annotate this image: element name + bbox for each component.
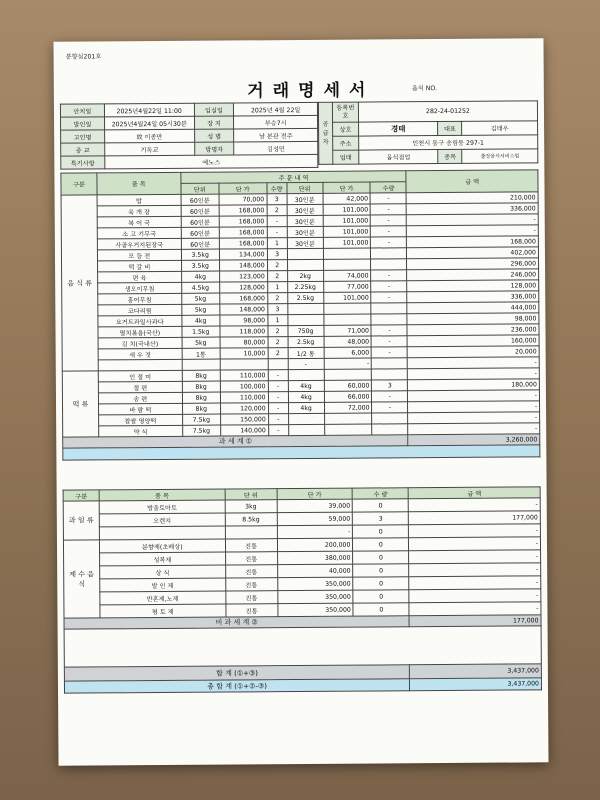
item-qty: 0 [353, 499, 409, 512]
item-price: 110,000 [220, 392, 268, 403]
item-unit: 진통 [225, 565, 277, 578]
item-price: 70,000 [219, 194, 267, 205]
item-name: 평 토 제 [100, 604, 226, 618]
item-amount: - [409, 524, 541, 538]
item-amount: - [409, 589, 541, 603]
item-unit: 4kg [182, 315, 220, 326]
grand-total-value: 3,437,000 [410, 678, 542, 691]
sender-row [61, 154, 318, 169]
item-price-half: 48,000 [324, 336, 372, 347]
item-unit-half [287, 314, 323, 325]
item-price: 110,000 [220, 370, 268, 381]
item-name: 소 고 기무국 [97, 227, 181, 239]
item-unit: 1.5kg [182, 326, 220, 337]
item-unit: 진통 [225, 591, 277, 604]
sender-field-label: 특기사항 [61, 156, 105, 169]
item-unit-half: 30인분 [287, 193, 323, 204]
item-unit-half: 4kg [288, 380, 324, 391]
item-qty-half: - [372, 336, 408, 347]
sender-field-value-2: 2025년 4월 22일 [234, 102, 318, 116]
item-qty-half: - [371, 281, 407, 292]
item-unit-half: 30인분 [287, 226, 323, 237]
item-price [220, 359, 268, 370]
item-unit: 8kg [182, 381, 220, 392]
item-price-half: 101,000 [323, 215, 371, 226]
item-qty-half [372, 424, 408, 435]
item-unit-half [287, 303, 323, 314]
item-qty-half: - [371, 226, 407, 237]
col-price-half: 단 가 [323, 182, 371, 193]
item-qty-half [371, 314, 407, 325]
item-amount: 168,000 [407, 236, 539, 248]
item-name: 북 어 국 [97, 216, 181, 228]
sender-field-value: 故 이종만 [104, 129, 194, 143]
address-label: 주소 [333, 136, 359, 150]
blank-row [64, 626, 541, 667]
item-unit: 60인분 [181, 194, 219, 205]
item-amount: - [408, 357, 540, 369]
item-price: 168,000 [219, 205, 267, 216]
sender-field-value-2: 남 본관 전주 [234, 128, 318, 142]
item-qty: 2 [268, 348, 288, 359]
item-name: 코다리찜 [98, 304, 182, 316]
item-price-half: - [324, 358, 372, 369]
item-unit-half [288, 369, 324, 380]
item-unit: 3kg [225, 500, 277, 513]
item-price-half [323, 314, 371, 325]
item-price: 118,000 [220, 326, 268, 337]
item-unit: 5kg [182, 293, 220, 304]
item-name: 바 람 떡 [98, 403, 182, 415]
item-unit-half: 4kg [288, 402, 324, 413]
item-price-half: 71,000 [324, 325, 372, 336]
item-qty: 0 [353, 603, 409, 616]
item-name: 멸치볶음(국산) [98, 326, 182, 338]
item-unit: 3.5kg [181, 249, 219, 260]
nontax-subtotal-label: 비 과 세 계 ② [64, 616, 409, 629]
col-item: 품 목 [97, 172, 181, 195]
item-price-half: 101,000 [323, 292, 371, 303]
item-name: 생오이무침 [98, 282, 182, 294]
col-category: 구분 [61, 173, 97, 195]
fruit-col-category: 구분 [63, 490, 99, 501]
item-name: 육 개 장 [97, 205, 181, 217]
item-amount: 20,000 [408, 346, 540, 358]
item-qty: 0 [353, 564, 409, 577]
item-price-half: 101,000 [323, 237, 371, 248]
item-qty: 3 [267, 194, 287, 205]
business-item-label: 종목 [438, 149, 462, 163]
fruit-col-qty: 수 량 [353, 488, 409, 499]
sender-field-label: 안치일 [60, 104, 104, 117]
item-unit-half [288, 424, 324, 435]
item-price-half: 66,000 [324, 391, 372, 402]
company-name-label: 상호 [333, 122, 359, 136]
item-qty: 1 [267, 282, 287, 293]
sender-field-label-2: 장 지 [194, 116, 234, 129]
item-amount: 210,000 [406, 192, 538, 204]
item-price-half: 60,000 [324, 380, 372, 391]
item-qty: - [268, 425, 288, 436]
sum-value: 3,437,000 [410, 664, 542, 679]
item-price-half [323, 259, 371, 270]
fruit-col-unit: 단 위 [225, 489, 277, 500]
invoice-paper [53, 38, 548, 765]
item-amount: - [408, 390, 540, 402]
item-price: 168,000 [219, 216, 267, 227]
item-name: 요거트과일사과다 [98, 315, 182, 327]
item-amount: 180,000 [408, 379, 540, 391]
item-amount: - [408, 401, 540, 413]
item-name [99, 526, 225, 540]
item-qty-half: - [371, 237, 407, 248]
sender-field-label-2: 성 별 [194, 129, 234, 142]
business-type-label: 업태 [333, 150, 359, 164]
address-value: 인천시 동구 송림동 297-1 [359, 135, 538, 150]
item-amount: - [409, 550, 541, 564]
fruit-col-amount: 금 액 [408, 487, 540, 499]
item-price-half [323, 303, 371, 314]
item-price: 168,000 [219, 227, 267, 238]
item-name: 모 듬 전 [97, 249, 181, 261]
document-title: 거래명세서 [247, 80, 375, 102]
item-unit: 3.5kg [181, 260, 219, 271]
item-price: 350,000 [277, 603, 353, 617]
item-name: 떡 갈 비 [97, 260, 181, 272]
item-price: 168,000 [219, 238, 267, 249]
grand-total-label: 총 합 계 (①+②-③) [64, 679, 409, 693]
item-amount: - [409, 537, 541, 551]
item-price: 150,000 [220, 414, 268, 425]
item-qty: - [267, 227, 287, 238]
item-unit: 60인분 [181, 227, 219, 238]
item-unit: 8kg [182, 370, 220, 381]
item-unit: 4.5kg [181, 282, 219, 293]
item-amount: 336,000 [407, 203, 539, 215]
ritual-food-group-label: 제 수 음 식 [63, 540, 99, 618]
item-qty-half [371, 303, 407, 314]
item-amount: - [407, 225, 539, 237]
item-price: - [277, 525, 353, 539]
item-price-half [324, 413, 372, 424]
item-unit: 1통 [182, 348, 220, 359]
sender-info-table [60, 102, 318, 170]
item-name: 발 인 제 [100, 578, 226, 592]
item-amount: - [408, 498, 540, 512]
item-unit [225, 526, 277, 539]
item-qty: 2 [267, 205, 287, 216]
item-price-half [324, 424, 372, 435]
item-name: 오렌지 [99, 513, 225, 527]
item-name: 성복제 [99, 552, 225, 566]
item-qty-half: - [371, 292, 407, 303]
item-qty: 3 [353, 512, 409, 525]
item-qty-half: - [372, 391, 408, 402]
item-qty-half [371, 259, 407, 270]
sender-field-value-2: 부승7시 [234, 115, 318, 129]
item-qty: - [268, 403, 288, 414]
item-amount: - [408, 412, 540, 424]
sender-field-label: 종 교 [61, 143, 105, 156]
item-qty-half: - [371, 193, 407, 204]
representative-value: 김태우 [462, 121, 538, 136]
item-unit: 진통 [225, 578, 277, 591]
item-unit: 7.5kg [182, 425, 220, 436]
item-unit-half [287, 259, 323, 270]
item-qty: 0 [353, 538, 409, 551]
item-price: 148,000 [219, 260, 267, 271]
item-name: 사골우거지된장국 [97, 238, 181, 250]
item-name: 찹쌀 영양떡 [98, 414, 182, 426]
sender-field-value: 기독교 [104, 142, 194, 156]
item-price: 39,000 [277, 499, 353, 513]
sender-field-label-2: 입실일 [194, 103, 234, 116]
item-qty: 2 [267, 260, 287, 271]
taxable-subtotal-label: 과 세 계 ① [63, 435, 408, 448]
item-amount: 246,000 [407, 269, 539, 281]
item-unit-half [287, 248, 323, 259]
item-amount: 402,000 [407, 247, 539, 259]
item-unit: 8kg [182, 403, 220, 414]
item-amount: 98,000 [407, 313, 539, 325]
item-qty: 0 [353, 551, 409, 564]
blue-band-row [63, 445, 540, 460]
room-tag: 분향실201호 [65, 53, 102, 61]
item-name: 절 편 [98, 381, 182, 393]
item-qty: 3 [267, 304, 287, 315]
sender-field-value: 2025년4월24일 05시30분 [104, 116, 194, 130]
item-unit: 진통 [225, 552, 277, 565]
col-amount: 금 액 [406, 170, 538, 193]
item-name: 약 식 [99, 425, 183, 437]
item-qty: 1 [268, 315, 288, 326]
item-unit-half: 2.5kg [287, 292, 323, 303]
item-unit-half: 4kg [288, 391, 324, 402]
item-name: 홍어무침 [98, 293, 182, 305]
item-price: 380,000 [277, 551, 353, 565]
item-qty: 1 [267, 238, 287, 249]
item-unit-half: 30인분 [287, 215, 323, 226]
taxable-subtotal-value: 3,260,000 [408, 434, 540, 446]
item-unit-half: 2kg [287, 270, 323, 281]
supplier-info-table [318, 100, 538, 165]
item-price: 148,000 [220, 304, 268, 315]
item-price-half: 72,000 [324, 402, 372, 413]
sender-field-value: 2025년4월22일 11:00 [104, 103, 194, 117]
col-order-details: 주 문 내 역 [181, 171, 407, 184]
item-unit-half: 2.5kg [288, 336, 324, 347]
item-amount: - [407, 214, 539, 226]
item-unit-half: 30인분 [287, 204, 323, 215]
item-name: 상 식 [100, 565, 226, 579]
item-unit-half [288, 413, 324, 424]
item-price: 100,000 [220, 381, 268, 392]
item-price-half: 6,000 [324, 347, 372, 358]
sender-field-label: 발인일 [61, 117, 105, 130]
item-unit-half: 1/2 통 [288, 347, 324, 358]
item-qty-half: - [371, 215, 407, 226]
item-price: 168,000 [219, 293, 267, 304]
item-price: 128,000 [219, 282, 267, 293]
representative-label: 대표 [438, 121, 462, 135]
col-qty: 수량 [267, 183, 287, 194]
item-price: 59,000 [277, 512, 353, 526]
item-price-half [323, 248, 371, 259]
item-qty: 2 [268, 337, 288, 348]
item-unit: 60인분 [181, 238, 219, 249]
item-amount: 160,000 [407, 335, 539, 347]
item-amount: - [409, 576, 541, 590]
item-price: 80,000 [220, 337, 268, 348]
item-amount: - [408, 423, 540, 435]
item-price-half: 101,000 [323, 226, 371, 237]
item-name: 편 육 [97, 271, 181, 283]
item-price: 98,000 [220, 315, 268, 326]
item-qty-half: - [372, 347, 408, 358]
item-name: 방울토마토 [99, 500, 225, 514]
sum-label: 합 계 (①+③) [64, 665, 409, 681]
reg-number-label: 등록번호 [332, 102, 358, 122]
item-unit: 5kg [182, 337, 220, 348]
item-name: 인 절 미 [98, 370, 182, 382]
item-qty: 2 [267, 271, 287, 282]
item-amount: - [408, 368, 540, 380]
sender-field-label-2: 방명자 [194, 142, 234, 155]
item-price-half: 101,000 [323, 204, 371, 215]
item-price: 350,000 [277, 577, 353, 591]
sender-field-value-2: 김성민 [234, 141, 318, 155]
item-qty [268, 359, 288, 370]
item-price-half [324, 369, 372, 380]
item-name: 송 편 [98, 392, 182, 404]
item-qty: 0 [353, 525, 409, 538]
item-unit [182, 359, 220, 370]
food-order-table [60, 169, 540, 460]
item-unit-half: 30인분 [287, 237, 323, 248]
item-qty-half: - [372, 402, 408, 413]
item-qty-half: 3 [372, 380, 408, 391]
item-price: 40,000 [277, 564, 353, 578]
item-qty: - [267, 216, 287, 227]
item-amount: - [409, 602, 541, 616]
document-number-label: 음식 NO. [411, 85, 437, 93]
col-unit: 단위 [181, 183, 219, 194]
item-price: 123,000 [219, 271, 267, 282]
fruit-group-label: 과 일 류 [63, 501, 99, 540]
item-amount: 336,000 [407, 291, 539, 303]
item-qty-half [372, 358, 408, 369]
item-price: 134,000 [219, 249, 267, 260]
item-name: 김 치(국내산) [98, 337, 182, 349]
item-price: 10,000 [220, 348, 268, 359]
item-price-half: 74,000 [323, 270, 371, 281]
item-name: 반혼제,노제 [100, 591, 226, 605]
item-unit: 8.5kg [225, 513, 277, 526]
item-unit: 5kg [182, 304, 220, 315]
item-unit: 진통 [225, 539, 277, 552]
item-qty-half [372, 413, 408, 424]
fruit-col-item: 품 목 [99, 489, 225, 501]
item-unit: 8kg [182, 392, 220, 403]
col-price: 단 가 [219, 183, 267, 194]
business-type-value: 음식점업 [359, 150, 439, 165]
fruit-col-price: 단 가 [277, 488, 353, 500]
sender-field-value: 예노스 [105, 154, 318, 168]
item-qty-half: - [371, 270, 407, 281]
item-qty-half: - [371, 325, 407, 336]
item-price: 140,000 [220, 425, 268, 436]
fruit-ritual-table [63, 486, 542, 693]
food-group-label: 음 식 류 [61, 195, 98, 371]
item-name: 새 우 젓 [98, 348, 182, 360]
item-unit-half: - [288, 358, 324, 369]
item-qty: - [268, 414, 288, 425]
col-qty-half: 수량 [370, 182, 406, 193]
item-unit: 진통 [226, 604, 278, 617]
item-qty-half [372, 369, 408, 380]
supplier-side-label: 공급자 [318, 102, 332, 164]
item-amount: 444,000 [407, 302, 539, 314]
item-amount: - [409, 563, 541, 577]
nontax-subtotal-value: 177,000 [409, 615, 541, 627]
item-unit: 7.5kg [182, 414, 220, 425]
item-price: 120,000 [220, 403, 268, 414]
item-price-half: 77,000 [323, 281, 371, 292]
item-qty: 2 [268, 326, 288, 337]
item-unit-half: 750g [288, 325, 324, 336]
item-qty-half: - [371, 204, 407, 215]
item-qty: 0 [353, 590, 409, 603]
item-unit: 60인분 [181, 216, 219, 227]
item-price-half: 42,000 [323, 193, 371, 204]
item-name: 밥 [97, 194, 181, 206]
rice-cake-group-label: 떡 류 [62, 371, 98, 437]
item-qty: 3 [267, 249, 287, 260]
item-name [98, 359, 182, 371]
item-amount: 128,000 [407, 280, 539, 292]
sender-field-label: 고인명 [61, 130, 105, 143]
item-qty: 2 [267, 293, 287, 304]
business-item-value: 출장음식서비스업 [462, 149, 538, 164]
item-unit: 4kg [181, 271, 219, 282]
col-unit-half: 단위 [287, 182, 323, 193]
company-name-value: 경태 [358, 122, 438, 137]
item-price: 200,000 [277, 538, 353, 552]
item-amount: 177,000 [409, 511, 541, 525]
item-qty: - [268, 370, 288, 381]
reg-number-value: 282-24-01252 [358, 101, 537, 122]
item-unit-half: 2.25kg [287, 281, 323, 292]
item-qty-half [371, 248, 407, 259]
item-qty: - [268, 381, 288, 392]
item-qty: - [268, 392, 288, 403]
item-amount: 296,000 [407, 258, 539, 270]
item-price: 350,000 [277, 590, 353, 604]
item-name: 분향제(초배상) [99, 539, 225, 553]
item-unit: 60인분 [181, 205, 219, 216]
item-qty: 0 [353, 577, 409, 590]
item-amount: 236,000 [407, 324, 539, 336]
